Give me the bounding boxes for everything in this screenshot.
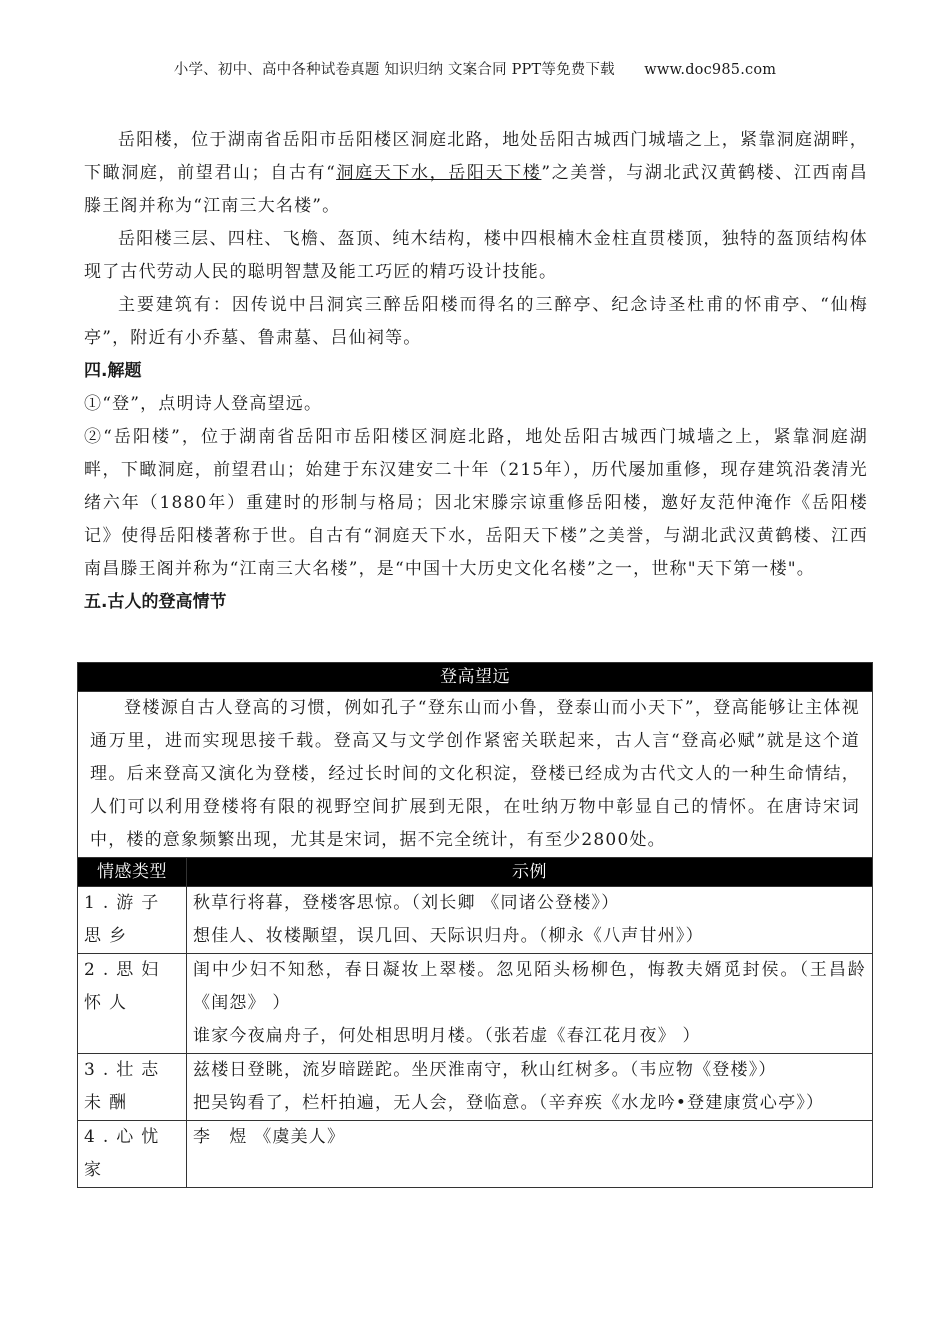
table-row	[78, 887, 873, 954]
example-line: 兹楼日登眺，流岁暗蹉跎。坐厌淮南守，秋山红树多。（韦应物《登楼》）	[193, 1060, 777, 1080]
emotion-type: 4.心忧家	[78, 1121, 187, 1188]
emotion-type: 3.壮志未酬	[78, 1054, 187, 1121]
table-row	[78, 1121, 873, 1188]
table-row	[78, 1054, 873, 1121]
document-body	[84, 124, 868, 619]
example-line: 想佳人、妆楼颙望，误几回、天际识归舟。（柳永《八声甘州》）	[193, 926, 704, 946]
section-4-item-2: ②“岳阳楼”，位于湖南省岳阳市岳阳楼区洞庭北路，地处岳阳古城西门城墙之上，紧靠洞庭湖畔，下瞰洞庭，前望君山；始建于东汉建安二十年（215年），历代屡加重修，现存建筑沿袭清光绪六年（1880年）重建时的形制与格局；因北宋滕宗谅重修岳阳楼，邀好友范仲淹作《岳阳楼记》使得岳阳楼著称于世。自古有“洞庭天下水，岳阳天下楼”之美誉，与湖北武汉黄鹤楼、江西南昌滕王阁并称为“江南三大名楼”，是“中国十大历史文化名楼”之一，世称"天下第一楼"。	[84, 427, 868, 579]
column-header-example: 示例	[187, 858, 873, 887]
table-row	[78, 954, 873, 1054]
intro-paragraph-1	[84, 124, 868, 223]
text-span: 岳阳楼，位于湖南省岳阳市岳阳楼区洞庭北路，地处岳阳古城西门城墙之上，紧靠洞庭湖畔，下瞰洞庭，前望君山；自古有“	[84, 130, 868, 183]
example-line: 秋草行将暮，登楼客思惊。（刘长卿 《同诸公登楼》）	[193, 893, 620, 913]
ascent-table	[77, 662, 873, 1188]
emotion-type: 2.思妇怀人	[78, 954, 187, 1054]
table-intro: 登楼源自古人登高的习惯，例如孔子“登东山而小鲁，登泰山而小天下”，登高能够让主体视通万里，进而实现思接千载。登高又与文学创作紧密关联起来，古人言“登高必赋”就是这个道理。后来登高又演化为登楼，经过长时间的文化积淀，登楼已经成为古代文人的一种生命情结，人们可以利用登楼将有限的视野空间扩展到无限，在吐纳万物中彰显自己的情怀。在唐诗宋词中，楼的意象频繁出现，尤其是宋词，据不完全统计，有至少2800处。	[90, 698, 860, 850]
table-title: 登高望远	[78, 663, 873, 692]
example-line: 闺中少妇不知愁，春日凝妆上翠楼。忽见陌头杨柳色，悔教夫婿觅封侯。（王昌龄《闺怨》 ）	[193, 960, 866, 1013]
text-span: ”之美誉，与湖北武汉黄鹤楼、江西南昌滕王阁并称为“江南三大名楼”。	[84, 163, 868, 216]
page-header: 小学、初中、高中各种试卷真题 知识归纳 文案合同 PPT等免费下载 www.doc985.com	[173, 62, 777, 78]
column-header-type: 情感类型	[78, 858, 187, 887]
intro-paragraph-2: 岳阳楼三层、四柱、飞檐、盔顶、纯木结构，楼中四根楠木金柱直贯楼顶，独特的盔顶结构体现了古代劳动人民的聪明智慧及能工巧匠的精巧设计技能。	[84, 229, 868, 282]
example-cell	[187, 954, 873, 1054]
emotion-type: 1.游子思乡	[78, 887, 187, 954]
example-line: 李 煜 《虞美人》	[193, 1127, 346, 1147]
example-cell	[187, 1121, 873, 1188]
section-5-title: 五.古人的登高情节	[84, 592, 227, 612]
example-line: 谁家今夜扁舟子，何处相思明月楼。（张若虚《春江花月夜》 ）	[193, 1026, 701, 1046]
example-line: 把吴钩看了，栏杆拍遍，无人会，登临意。（辛弃疾《水龙吟•登建康赏心亭》）	[193, 1093, 825, 1113]
section-4-item-1: ①“登”，点明诗人登高望远。	[84, 394, 323, 414]
example-cell	[187, 1054, 873, 1121]
underlined-quote: 洞庭天下水，岳阳天下楼	[336, 163, 542, 183]
intro-paragraph-3: 主要建筑有：因传说中吕洞宾三醉岳阳楼而得名的三醉亭、纪念诗圣杜甫的怀甫亭、“仙梅亭”，附近有小乔墓、鲁肃墓、吕仙祠等。	[84, 295, 868, 348]
example-cell	[187, 887, 873, 954]
section-4-title: 四.解题	[84, 361, 142, 381]
table-intro-cell	[78, 692, 873, 858]
